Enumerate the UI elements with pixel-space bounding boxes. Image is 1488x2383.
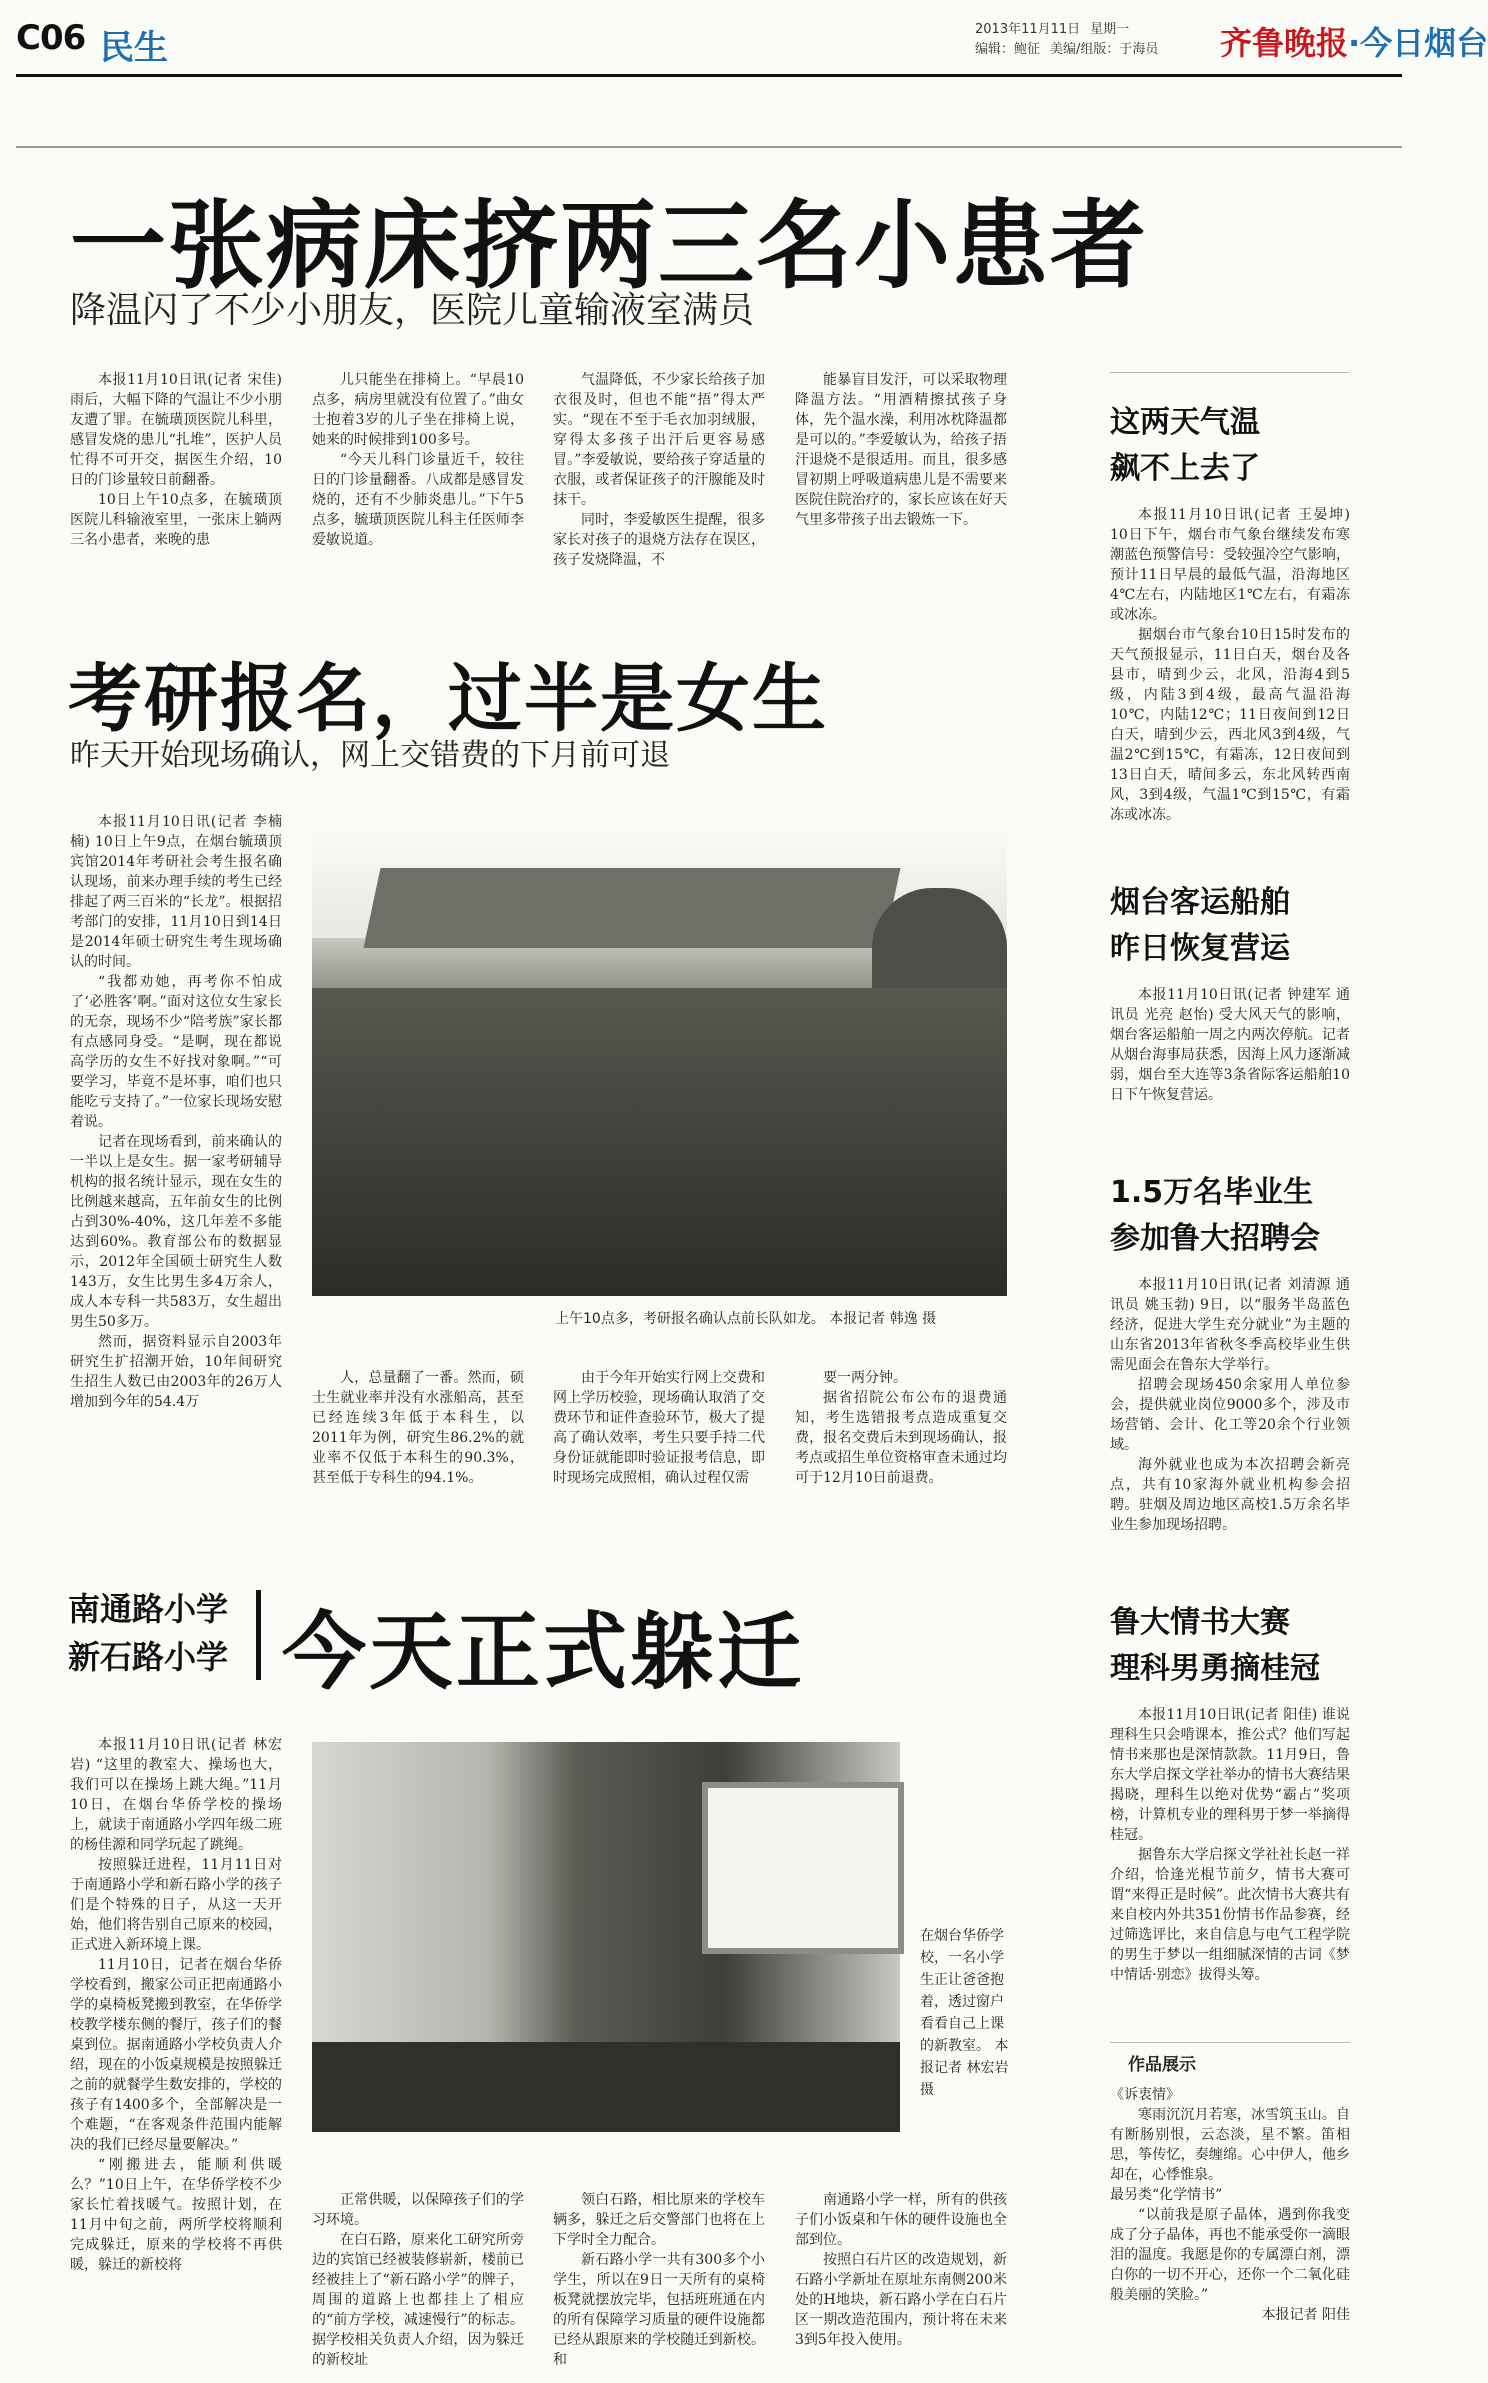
brand-edition: ·今日烟台 <box>1348 24 1488 62</box>
photo-window <box>702 1782 904 1954</box>
issue-weekday: 星期一 <box>1090 22 1130 37</box>
story3-column-2 <box>312 2190 524 2375</box>
works-showcase <box>1110 2085 1350 2375</box>
paragraph: 本报11月10日讯(记者 王晏坤) 10日下午，烟台市气象台继续发布寒潮蓝色预警信号：受较强冷空气影响，预计11日早晨的最低气温，沿海地区4℃左右，内陆地区1℃左右，有霜冻或冰冻。 <box>1110 507 1350 623</box>
paragraph: 据鲁东大学启探文学社社长赵一祥介绍，恰逢光棍节前夕，情书大赛可谓“来得正是时候”。此次情书大赛共有来自校内外共351份情书作品参赛，经过筛选评比，来自信息与电气工程学院的男生于梦以一组细腻深情的古词《梦中情话·别恋》拔得头筹。 <box>1110 1847 1350 1983</box>
page-code: C06 <box>16 18 86 58</box>
paragraph: 在白石路，原来化工研究所旁边的宾馆已经被装修崭新，楼前已经被挂上了“新石路小学”的牌子，周围的道路上也都挂上了相应的“前方学校，减速慢行”的标志。据学校相关负责人介绍，因为躲迁的新校址 <box>312 2232 524 2368</box>
editor-credit: 编辑：鲍征 <box>975 42 1041 57</box>
paragraph: 本报11月10日讯(记者 林宏岩) “这里的教室大、操场也大，我们可以在操场上跳大绳。”11月10日，在烟台华侨学校的操场上，就读于南通路小学四年级二班的杨佳源和同学玩起了跳绳。 <box>70 1737 282 1853</box>
exam-queue-photo <box>312 818 1007 1296</box>
paragraph: 按照白石片区的改造规划，新石路小学新址在原址东南侧200米处的H地块，新石路小学在白石片区一期改造范围内，预计将在未来3到5年投入使用。 <box>795 2252 1007 2348</box>
sidebar-weather-title-1: 这两天气温 <box>1110 405 1260 440</box>
sidebar-jobfair-title-2: 参加鲁大招聘会 <box>1110 1221 1320 1256</box>
story1-column-4: 能暴盲目发汗，可以采取物理降温方法。“用酒精擦拭孩子身体，先个温水澡，利用冰枕降温都是可以的。”李爱敏认为，给孩子捂汗退烧不是很适用。而且，很多感冒初期上呼吸道病患儿是不需要来医院住院治疗的，家长应该在好天气里多带孩子出去锻炼一下。 <box>795 372 1007 528</box>
story2-left-column <box>70 812 282 1522</box>
sidebar-jobfair-title-1: 1.5万名毕业生 <box>1110 1175 1314 1210</box>
story3-column-4 <box>795 2190 1007 2375</box>
paragraph: 本报11月10日讯(记者 宋佳) 雨后，大幅下降的气温让不少小朋友遭了罪。在毓璜顶医院儿科里，感冒发烧的患儿“扎堆”，医护人员忙得不可开交，据医生介绍，10日的门诊量较日前翻番。 <box>70 372 282 488</box>
story1-column-1 <box>70 370 282 578</box>
story1-headline: 一张病床挤两三名小患者 <box>70 190 1148 302</box>
story2-column-2: 人，总量翻了一番。然而，硕士生就业率并没有水涨船高，甚至已经连续3年低于本科生，以2011年为例，研究生86.2%的就业率不仅低于本科生的90.3%，甚至低于专科生的94.1%。 <box>312 1370 524 1486</box>
issue-date: 2013年11月11日 <box>975 22 1081 37</box>
works-label: 作品展示 <box>1128 2055 1196 2075</box>
story1-column-2 <box>312 370 524 578</box>
paragraph: “刚搬进去，能顺利供暖么？”10日上午，在华侨学校不少家长忙着找暖气。按照计划，在11月中旬之前，两所学校将顺利完成躲迁，原来的学校将不再供暖，躲迁的新校将 <box>70 2157 282 2273</box>
sidebar-jobfair-body <box>1110 1275 1350 1565</box>
work-chemistry-letter: “以前我是原子晶体，遇到你我变成了分子晶体，再也不能承受你一滴眼泪的温度。我愿是你的专属漂白剂，漂白你的一切不开心，还你一个二氧化硅般美丽的笑脸。” <box>1110 2207 1350 2303</box>
story2-subhead: 昨天开始现场确认，网上交错费的下月前可退 <box>70 738 670 773</box>
header-rule <box>16 74 1402 77</box>
school-name-1: 南通路小学 <box>68 1590 229 1628</box>
work-title-2: 最另类“化学情书” <box>1110 2187 1223 2203</box>
designer-credit: 美编/组版：于海员 <box>1050 42 1159 57</box>
photo-crowd <box>312 988 1007 1296</box>
work-title-1: 《诉衷情》 <box>1110 2087 1180 2103</box>
sidebar-top-rule <box>1110 372 1350 373</box>
photo-roof <box>363 868 900 948</box>
photo-figures <box>312 2042 900 2132</box>
paragraph: 招聘会现场450余家用人单位参会，提供就业岗位9000多个，涉及市场营销、会计、化工等20余个行业领域。 <box>1110 1377 1350 1453</box>
paragraph: 按照躲迁进程，11月11日对于南通路小学和新石路小学的孩子们是个特殊的日子，从这一天开始，他们将告别自己原来的校园，正式进入新环境上课。 <box>70 1857 282 1953</box>
school-name-2: 新石路小学 <box>68 1638 229 1676</box>
sidebar-loveletter-body <box>1110 1705 1350 2035</box>
paragraph: 本报11月10日讯(记者 阳佳) 谁说理科生只会啃课本，推公式？他们写起情书来那也是深情款款。11月9日，鲁东大学启探文学社举办的情书大赛结果揭晓，理科生以绝对优势“霸占”奖项榜，计算机专业的理科男于梦一举摘得桂冠。 <box>1110 1707 1350 1843</box>
sidebar-ferry-body: 本报11月10日讯(记者 钟建军 通讯员 光亮 赵怡) 受大风天气的影响，烟台客运船舶一周之内两次停航。记者从烟台海事局获悉，因海上风力逐渐减弱，烟台至大连等3条省际客运船舶10日下午恢复营运。 <box>1110 987 1350 1103</box>
paragraph: 10日上午10点多，在毓璜顶医院儿科输液室里，一张床上躺两三名小患者，来晚的患 <box>70 492 282 548</box>
story2-column-3: 由于今年开始实行网上交费和网上学历校验，现场确认取消了交费环节和证件查验环节，极大了提高了确认效率，考生只要手持二代身份证就能即时验证报考信息，即时现场完成照相，确认过程仅需 <box>553 1370 765 1486</box>
paragraph: 本报11月10日讯(记者 李楠楠) 10日上午9点，在烟台毓璜顶宾馆2014年考研社会考生报名确认现场，前来办理手续的考生已经排起了两三百米的“长龙”。根据招考部门的安排，11月10日到14日是2014年硕士研究生考生现场确认的时间。 <box>70 814 282 970</box>
sidebar-loveletter-title-1: 鲁大情书大赛 <box>1110 1605 1290 1640</box>
masthead-meta <box>975 20 1225 60</box>
sidebar-ferry-title-1: 烟台客运船舶 <box>1110 885 1290 920</box>
story3-left-column <box>70 1735 282 2380</box>
school-photo-caption: 在烟台华侨学校，一名小学生正让爸爸抱着，透过窗户看看自己上课的新教室。 本报记者 林宏岩 摄 <box>920 1928 1009 2098</box>
paragraph: 据烟台市气象台10日15时发布的天气预报显示，11日白天，烟台及各县市，晴到少云，北风，沿海4到5级，内陆3到4级，最高气温沿海10℃，内陆12℃；11日夜间到12日白天，晴到少云，西北风3到4级，气温2℃到15℃，有霜冻，12日夜间到13日白天，晴间多云，东北风转西南风，3到4级，气温1℃到15℃，有霜冻或冰冻。 <box>1110 627 1350 823</box>
school-divider <box>256 1590 261 1680</box>
exam-photo-caption: 上午10点多，考研报名确认点前长队如龙。 本报记者 韩逸 摄 <box>555 1311 937 1327</box>
paragraph: 据省招院公布公布的退费通知，考生选错报考点造成重复交费，报名交费后未到现场确认，报考点或招生单位资格审查未通过均可于12月10日前退费。 <box>795 1390 1007 1486</box>
paragraph: 11月10日，记者在烟台华侨学校看到，搬家公司正把南通路小学的桌椅板凳搬到教室，在华侨学校教学楼东侧的餐厅，孩子们的餐桌到位。据南通路小学校负责人介绍，现在的小饭桌规模是按照躲迁之前的就餐学生数安排的，学校的孩子有1400多个，全部解决是一个难题，“在客观条件范围内能解决的我们已经尽量要解决。” <box>70 1957 282 2153</box>
story3-column-3 <box>553 2190 765 2375</box>
paragraph: 领白石路，相比原来的学校车辆多，躲迁之后交警部门也将在上下学时全力配合。 <box>553 2192 765 2248</box>
section-name: 民生 <box>100 28 168 68</box>
paragraph: “今天儿科门诊量近千，较往日的门诊量翻番。八成都是感冒发烧的，还有不少肺炎患儿。”下午5点多，毓璜顶医院儿科主任医师李爱敏说道。 <box>312 452 524 548</box>
story1-subhead: 降温闪了不少小朋友，医院儿童输液室满员 <box>70 290 755 331</box>
paragraph: 正常供暖，以保障孩子们的学习环境。 <box>312 2192 524 2228</box>
newspaper-brand <box>1220 18 1488 64</box>
works-rule <box>1110 2042 1350 2043</box>
paragraph: 儿只能坐在排椅上。“早晨10点多，病房里就没有位置了。”曲女士抱着3岁的儿子坐在排椅上说，她来的时候排到100多号。 <box>312 372 524 448</box>
paragraph: 同时，李爱敏医生提醒，很多家长对孩子的退烧方法存在误区，孩子发烧降温，不 <box>553 512 765 568</box>
story1-column-3 <box>553 370 765 578</box>
section-divider <box>16 146 1402 148</box>
work-poem: 寒雨沉沉月若寒，冰雪筑玉山。自有断肠别恨，云态淡，星不繁。笛相思，筝传忆，奏缠绵。心中伊人，他乡却在，心悸惟泉。 <box>1110 2107 1350 2183</box>
paragraph: 要一两分钟。 <box>823 1370 907 1386</box>
paragraph: “我都劝她，再考你不怕成了‘必胜客’啊。”面对这位女生家长的无奈，现场不少“陪考族”家长都有点感同身受。“是啊，现在都说高学历的女生不好找对象啊。”“可要学习，毕竟不是坏事，咱们也只能吃亏支持了。”一位家长现场安慰着说。 <box>70 974 282 1130</box>
works-byline: 本报记者 阳佳 <box>1261 2307 1350 2323</box>
paragraph: 记者在现场看到，前来确认的一半以上是女生。据一家考研辅导机构的报名统计显示，现在女生的比例越来越高，五年前女生的比例占到30%-40%，这几年差不多能达到60%。教育部公布的数据显示，2012年全国硕士研究生人数143万，女生比男生多4万余人，成人本专科一共583万，女生超出男生50多万。 <box>70 1134 282 1330</box>
sidebar-ferry-title-2: 昨日恢复营运 <box>1110 931 1290 966</box>
paragraph: 本报11月10日讯(记者 刘清源 通讯员 姚玉勃) 9日，以“服务半岛蓝色经济，促进大学生充分就业”为主题的山东省2013年省秋冬季高校毕业生供需见面会在鲁东大学举行。 <box>1110 1277 1350 1373</box>
sidebar-weather-title-2: 飙不上去了 <box>1110 451 1260 486</box>
brand-name: 齐鲁晚报 <box>1220 24 1349 62</box>
story2-headline: 考研报名，过半是女生 <box>68 656 828 742</box>
paragraph: 南通路小学一样，所有的供孩子们小饭桌和午休的硬件设施也全部到位。 <box>795 2192 1007 2248</box>
sidebar-weather-body <box>1110 505 1350 875</box>
story2-column-4 <box>795 1368 1007 1522</box>
story3-headline: 今天正式躲迁 <box>282 1603 805 1701</box>
paragraph: 气温降低，不少家长给孩子加衣很及时，但也不能“捂”得太严实。“现在不至于毛衣加羽绒服，穿得太多孩子出汗后更容易感冒。”李爱敏说，要给孩子穿适量的衣服，或者保证孩子的汗腺能及时抹干。 <box>553 372 765 508</box>
sidebar-loveletter-title-2: 理科男勇摘桂冠 <box>1110 1651 1320 1686</box>
paragraph: 新石路小学一共有300多个小学生，所以在9日一天所有的桌椅板凳就摆放完毕，包括班班通在内的所有保障学习质量的硬件设施都已经从跟原来的学校随迁到新校。和 <box>553 2252 765 2368</box>
school-window-photo <box>312 1742 900 2132</box>
paragraph: 然而，据资料显示自2003年研究生扩招潮开始，10年间研究生招生人数已由2003年的26万人增加到今年的54.4万 <box>70 1334 282 1410</box>
paragraph: 海外就业也成为本次招聘会新亮点，共有10家海外就业机构参会招聘。驻烟及周边地区高校1.5万余名毕业生参加现场招聘。 <box>1110 1457 1350 1533</box>
